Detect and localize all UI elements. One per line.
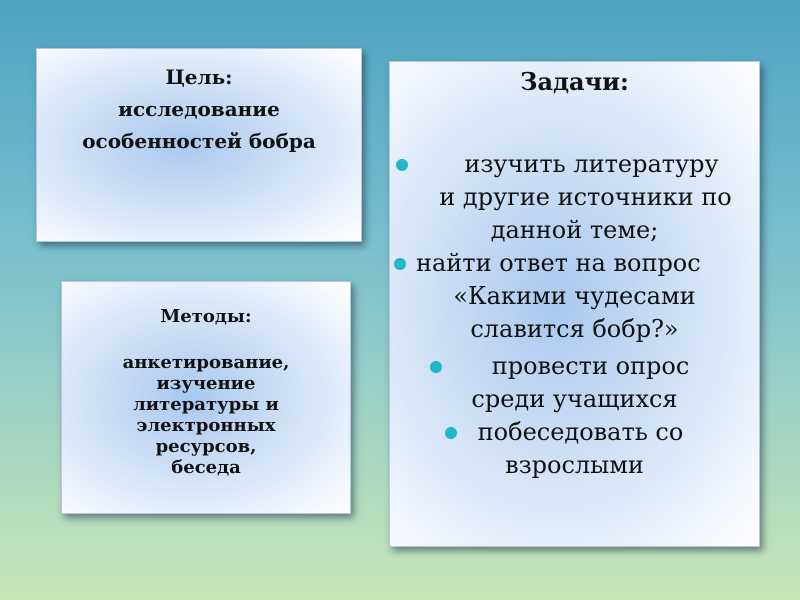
goal-text-line: исследование <box>118 97 280 121</box>
task-text-line: изучить литературу <box>464 150 719 178</box>
bullet-icon <box>430 361 442 373</box>
task-text-line: побеседовать со <box>477 418 684 446</box>
task-text-line: взрослыми <box>505 451 644 479</box>
tasks-box <box>389 61 760 547</box>
task-text-line: «Какими чудесами <box>453 282 696 310</box>
bullet-icon <box>394 258 406 270</box>
task-text-line: и другие источники по <box>439 183 732 211</box>
goal-title: Цель: <box>165 65 233 89</box>
task-text-line: данной теме; <box>490 216 659 244</box>
methods-title: Методы: <box>160 306 252 327</box>
task-text-line: провести опрос <box>491 352 690 380</box>
task-text-line: среди учащихся <box>471 385 678 413</box>
task-item <box>390 416 759 482</box>
task-item <box>390 247 759 346</box>
task-item <box>390 148 759 247</box>
tasks-title: Задачи: <box>520 67 629 96</box>
methods-text-line: беседа <box>171 457 241 478</box>
methods-text-line: анкетирование, <box>122 352 290 373</box>
methods-text-line: литературы и <box>133 394 279 415</box>
bullet-icon <box>396 159 408 171</box>
methods-text-line: электронных <box>136 415 276 436</box>
task-item <box>390 350 759 416</box>
goal-text-line: особенностей бобра <box>82 129 316 153</box>
methods-text-line: изучение <box>156 373 256 394</box>
task-text-line: славится бобр?» <box>470 315 679 343</box>
task-text-line: найти ответ на вопрос <box>416 249 701 277</box>
methods-box <box>61 281 351 514</box>
bullet-icon <box>445 427 457 439</box>
methods-text-line: ресурсов, <box>155 436 257 457</box>
goal-box <box>36 48 362 242</box>
